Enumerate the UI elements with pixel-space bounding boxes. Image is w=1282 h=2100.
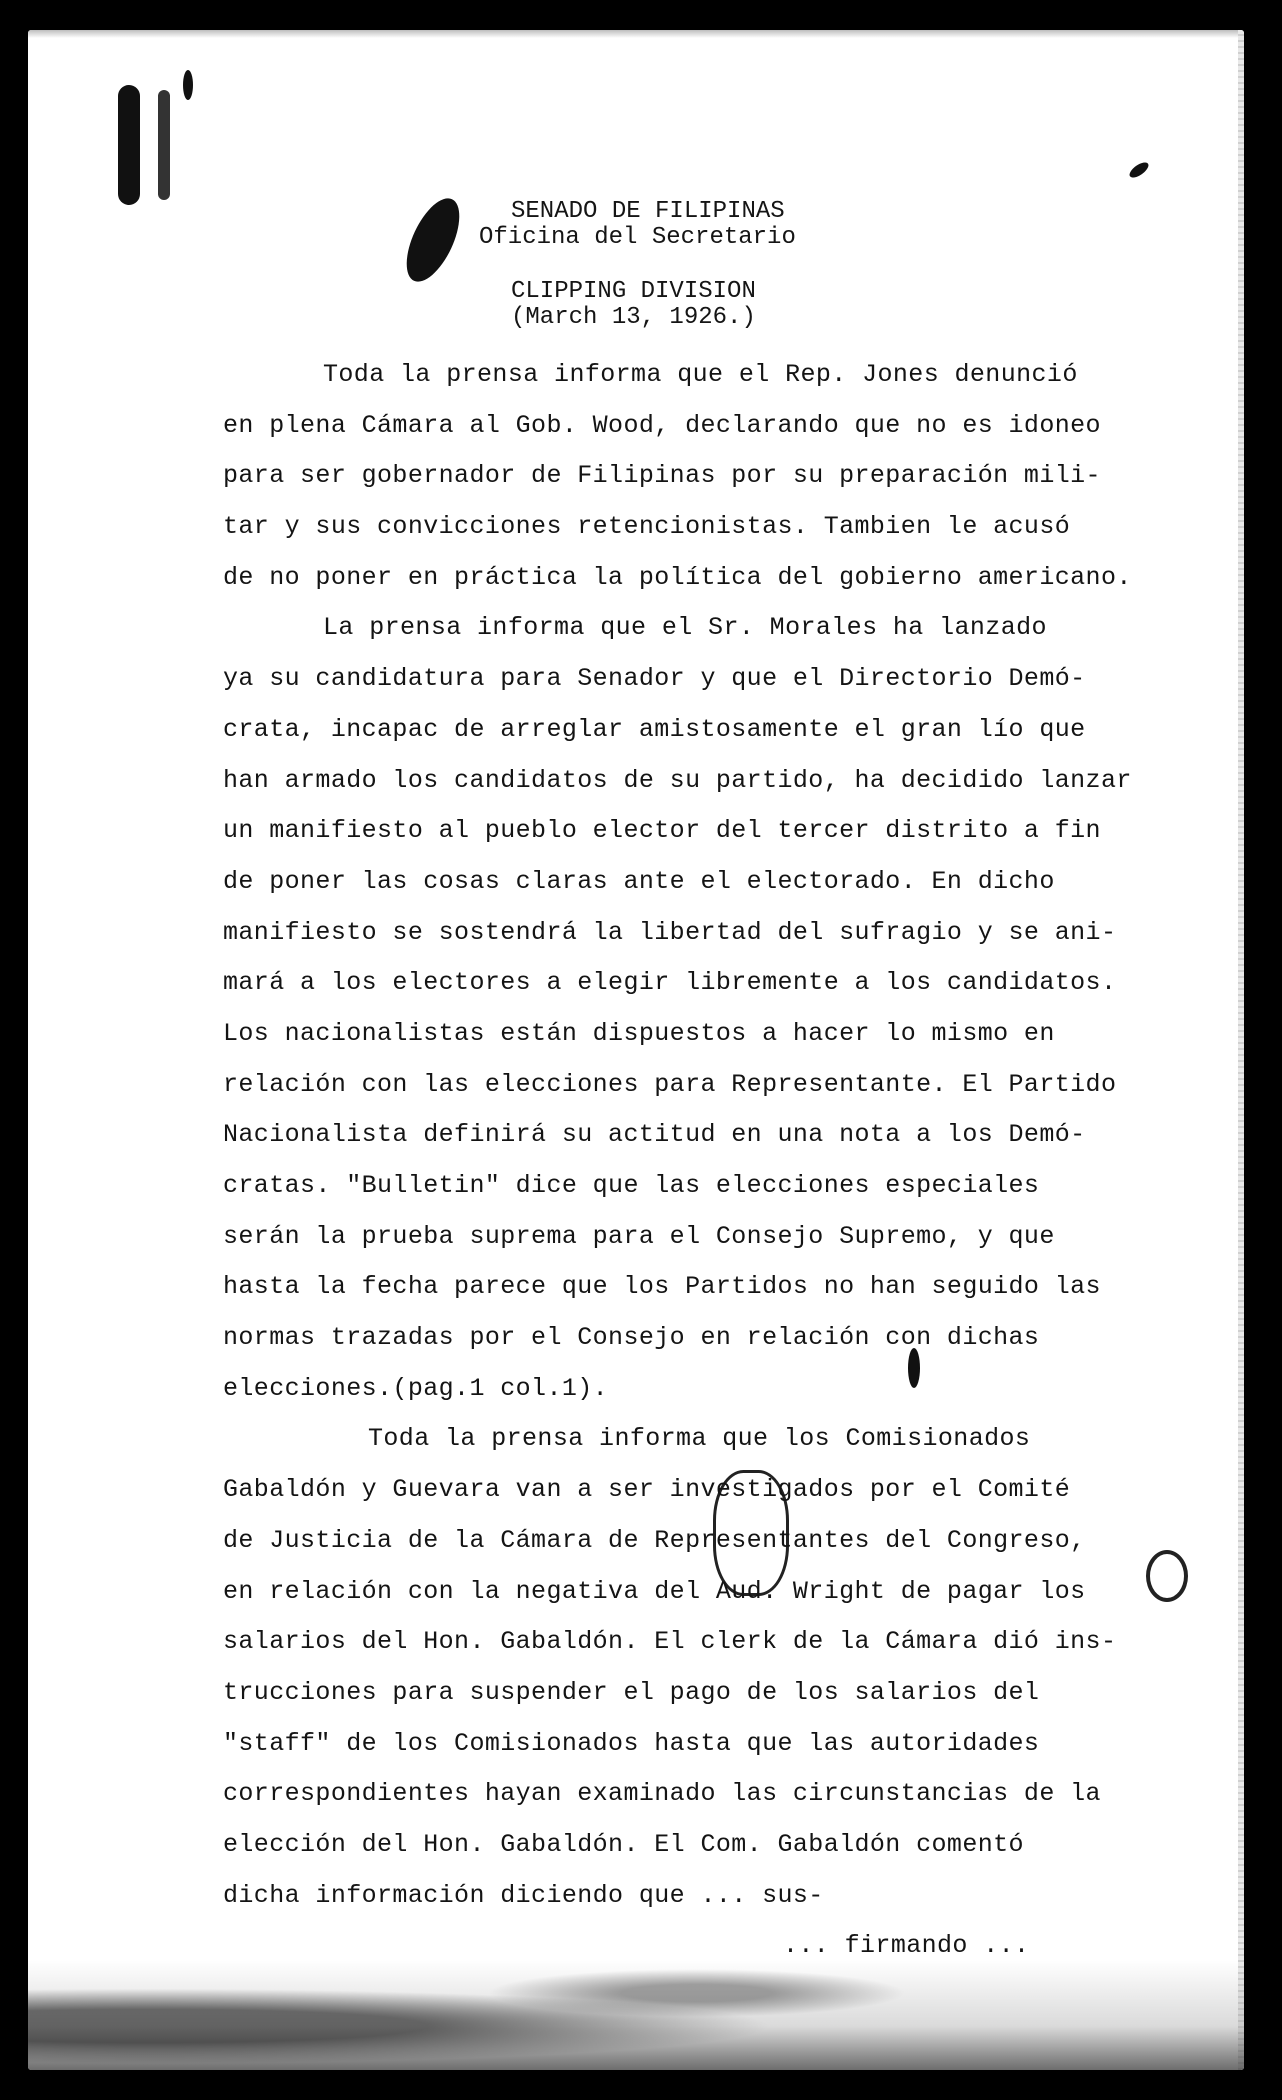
text-line: serán la prueba suprema para el Consejo Supremo, y que — [223, 1221, 1055, 1251]
text-line: "staff" de los Comisionados hasta que las autoridades — [223, 1728, 1040, 1758]
text-line: Gabaldón y Guevara van a ser investigados por el Comité — [223, 1475, 1071, 1505]
text-line: elecciones.(pag.1 col.1). — [223, 1373, 609, 1403]
ink-stain — [1127, 160, 1151, 181]
text-line: ya su candidatura para Senador y que el Directorio Demó- — [223, 664, 1086, 694]
text-line: manifiesto se sostendrá la libertad del sufragio y se ani- — [223, 917, 1117, 947]
text-line: tar y sus convicciones retencionistas. Tambien le acusó — [223, 512, 1071, 542]
torn-bottom-edge — [28, 1960, 1244, 2070]
division-name: CLIPPING DIVISION — [511, 278, 756, 305]
text-line: un manifiesto al pueblo elector del tercer distrito a fin — [223, 816, 1101, 846]
ink-stain — [183, 70, 193, 100]
text-line: en relación con la negativa del Aud. Wright de pagar los — [223, 1576, 1086, 1606]
text-line: cratas. "Bulletin" dice que las elecciones especiales — [223, 1171, 1040, 1200]
text-line: correspondientes hayan examinado las circunstancias de la — [223, 1779, 1101, 1809]
paragraph — [223, 350, 1183, 603]
text-line: Toda la prensa informa que el Rep. Jones denunció — [323, 360, 1078, 389]
text-line: de no poner en práctica la política del gobierno americano. — [223, 562, 1132, 592]
paper-right-edge — [1238, 30, 1244, 2070]
text-line: de poner las cosas claras ante el electorado. En dicho — [223, 866, 1055, 896]
document-page — [28, 30, 1244, 2070]
text-line: elección del Hon. Gabaldón. El Com. Gabaldón comentó — [223, 1829, 1024, 1859]
text-line: Nacionalista definirá su actitud en una nota a los Demó- — [223, 1120, 1086, 1150]
paragraph — [223, 1414, 1183, 1972]
text-line: salarios del Hon. Gabaldón. El clerk de la Cámara dió ins- — [223, 1627, 1117, 1657]
text-line: de Justicia de la Cámara de Representantes del Congreso, — [223, 1525, 1086, 1555]
text-line: normas trazadas por el Consejo en relación con dichas — [223, 1323, 1040, 1353]
ink-stain — [118, 85, 140, 205]
text-line: Los nacionalistas están dispuestos a hacer lo mismo en — [223, 1018, 1055, 1048]
office-name: Oficina del Secretario — [479, 224, 796, 251]
text-line: relación con las elecciones para Representante. El Partido — [223, 1069, 1117, 1099]
paper-top-edge — [28, 30, 1244, 38]
text-line: crata, incapac de arreglar amistosamente el gran lío que — [223, 714, 1086, 744]
text-line: La prensa informa que el Sr. Morales ha lanzado — [323, 613, 1047, 643]
document-body — [223, 350, 1183, 1972]
document-date: (March 13, 1926.) — [511, 304, 756, 331]
text-line: mará a los electores a elegir libremente a los candidatos. — [223, 968, 1117, 998]
ink-stain — [158, 90, 170, 200]
text-line: trucciones para suspender el pago de los salarios del — [223, 1677, 1040, 1707]
paragraph — [223, 603, 1183, 1414]
text-line: hasta la fecha parece que los Partidos no han seguido las — [223, 1272, 1101, 1302]
text-line: Toda la prensa informa que los Comisionados — [368, 1424, 1031, 1454]
text-line: dicha información diciendo que ... sus- — [223, 1880, 824, 1910]
ink-stain — [396, 191, 470, 289]
text-line: en plena Cámara al Gob. Wood, declarando que no es idoneo — [223, 410, 1101, 440]
text-line: para ser gobernador de Filipinas por su preparación mili- — [223, 461, 1101, 491]
text-line: ... firmando ... — [783, 1931, 1030, 1961]
text-line: han armado los candidatos de su partido, ha decidido lanzar — [223, 765, 1132, 795]
senate-name: SENADO DE FILIPINAS — [511, 198, 785, 225]
